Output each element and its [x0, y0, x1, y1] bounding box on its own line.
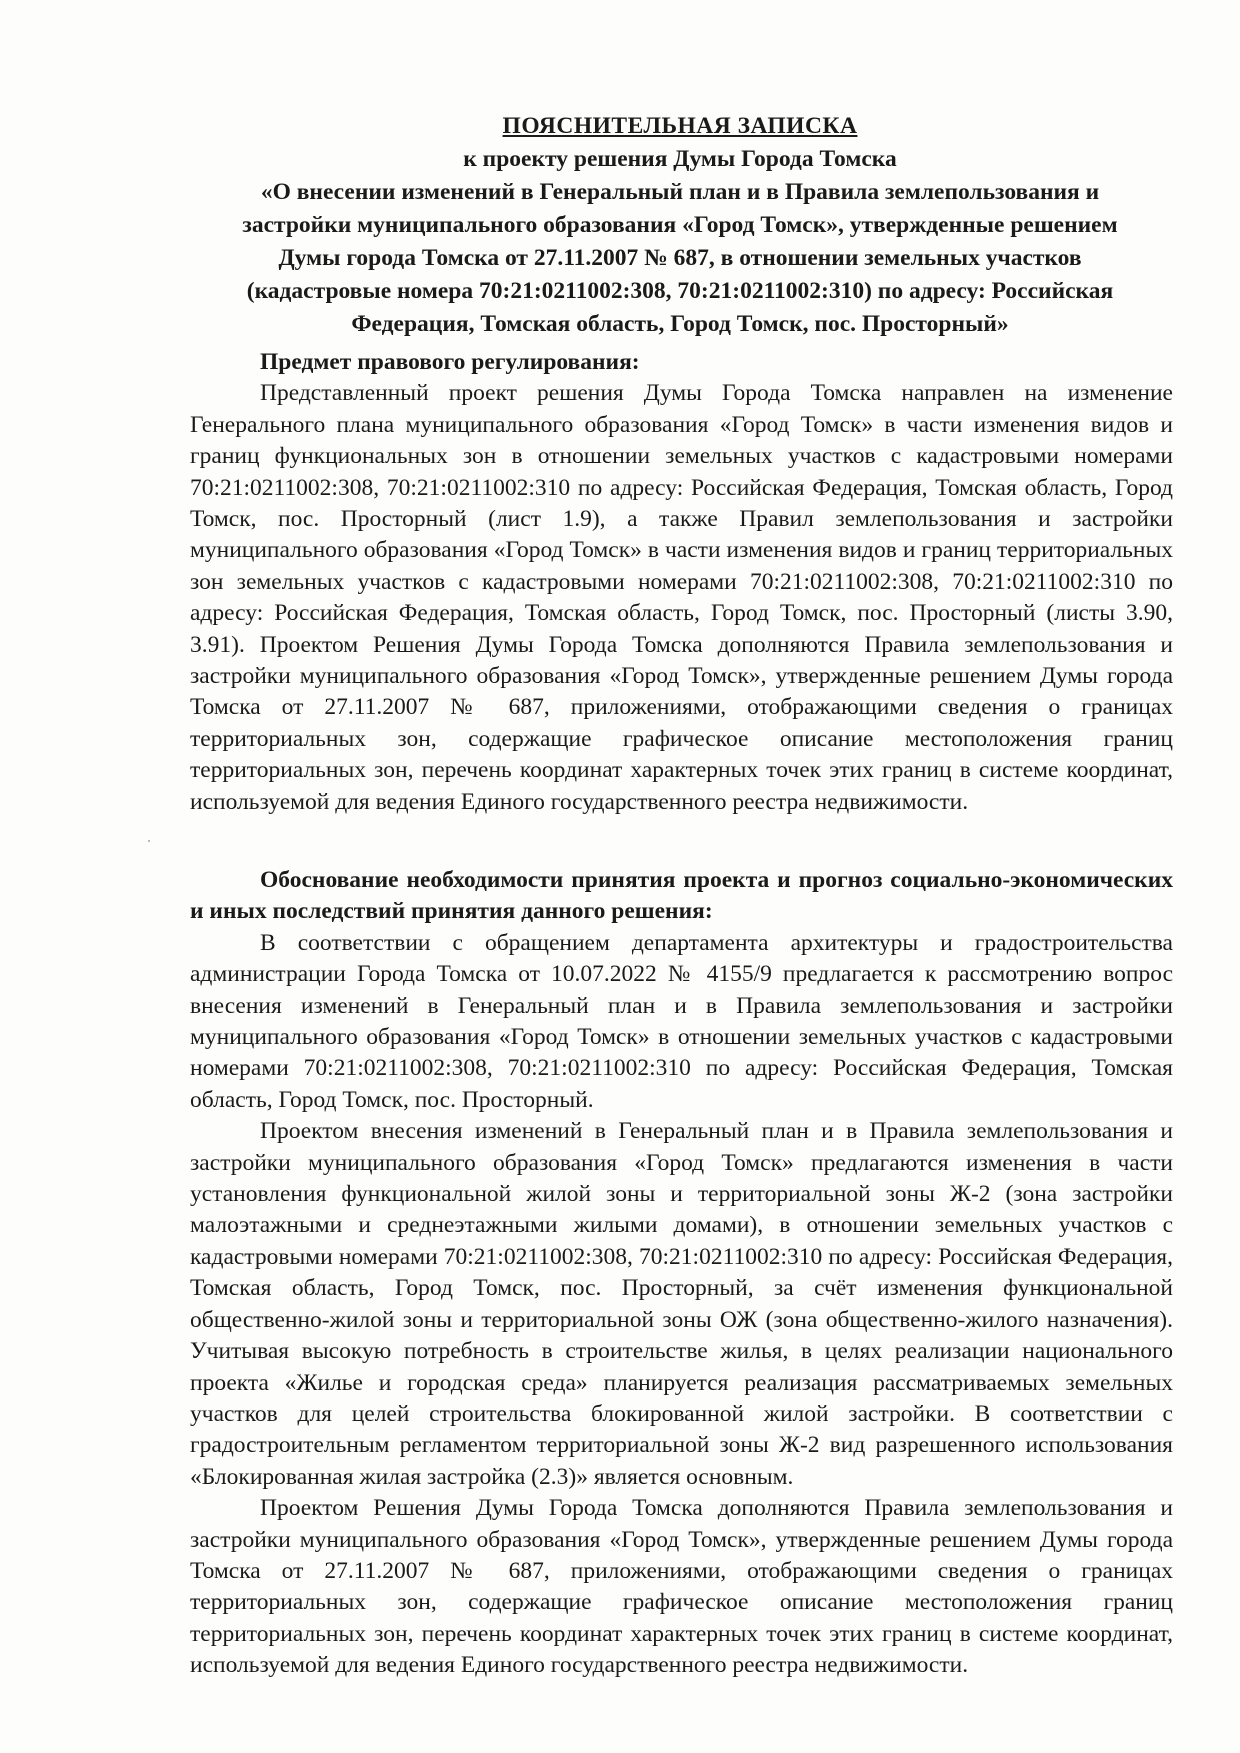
paragraph: Проектом Решения Думы Города Томска дополняются Правила землепользования и застройки муниципального образования «Город Томск», утвержденные решением Думы города Томска от 27.11.2007 № 687, приложениями, отображающими сведения о границах территориальных зон, содержащие графическое описание местоположения границ территориальных зон, перечень координат характерных точек этих границ в системе координат, используемой для ведения Единого государственного реестра недвижимости. [190, 1495, 1173, 1679]
paragraph: Представленный проект решения Думы Города Томска направлен на изменение Генерального плана муниципального образования «Город Томск» в части изменения видов и границ функциональных зон в отношении земельных участков с кадастровыми номерами 70:21:0211002:308, 70:21:0211002:310 по адресу: Российская Федерация, Томская область, Город Томск, пос. Просторный (лист 1.9), а также Правил землепользования и застройки муниципального образования «Город Томск» в части изменения видов и границ территориальных зон земельных участков с кадастровыми номерами 70:21:0211002:308, 70:21:0211002:310 по адресу: Российская Федерация, Томская область, Город Томск, пос. Просторный (листы 3.90, 3.91). Проектом Решения Думы Города Томска дополняются Правила землепользования и застройки муниципального образования «Город Томск», утвержденные решением Думы города Томска от 27.11.2007 № 687, приложениями, отображающими сведения о границах территориальных зон, содержащие графическое описание местоположения границ территориальных зон, перечень координат характерных точек этих границ в системе координат, используемой для ведения Единого государственного реестра недвижимости. [190, 380, 1173, 815]
section-heading [190, 865, 1173, 928]
paragraph: В соответствии с обращением департамента архитектуры и градостроительства администрации Города Томска от 10.07.2022 № 4155/9 предлагается к рассмотрению вопрос внесения изменений в Генеральный план и в Правила землепользования и застройки муниципального образования «Город Томск» в отношении земельных участков с кадастровыми номерами 70:21:0211002:308, 70:21:0211002:310 по адресу: Российская Федерация, Томская область, Город Томск, пос. Просторный. [190, 929, 1173, 1113]
header-line: «О внесении изменений в Генеральный план и в Правила землепользования и [260, 179, 1100, 205]
section-heading: Предмет правового регулирования: [260, 349, 640, 375]
header-line: к проекту решения Думы Города Томска [463, 146, 897, 172]
header-line: (кадастровые номера 70:21:0211002:308, 70:21:0211002:310) по адресу: Российская [246, 278, 1114, 304]
section-subject [190, 347, 1173, 818]
header-line: Думы города Томска от 27.11.2007 № 687, в отношении земельных участков [278, 245, 1082, 271]
paragraph: Проектом внесения изменений в Генеральный план и в Правила землепользования и застройки муниципального образования «Город Томск» предлагаются изменения в части установления функциональной жилой зоны и территориальной зоны Ж-2 (зона застройки малоэтажными и среднеэтажными жилыми домами), в отношении земельных участков с кадастровыми номерами 70:21:0211002:308, 70:21:0211002:310 по адресу: Российская Федерация, Томская область, Город Томск, пос. Просторный, за счёт изменения функциональной общественно-жилой зоны и территориальной зоны ОЖ (зона общественно-жилого назначения). Учитывая высокую потребность в строительстве жилья, в целях реализации национального проекта «Жилье и городская среда» планируется реализация рассматриваемых земельных участков для целей строительства блокированной жилой застройки. В соответствии с градостроительным регламентом территориальной зоны Ж-2 вид разрешенного использования «Блокированная жилая застройка (2.3)» является основным. [190, 1118, 1173, 1490]
header-line: застройки муниципального образования «Город Томск», утвержденные решением [242, 212, 1118, 238]
section-justification [190, 865, 1173, 1682]
document-title: ПОЯСНИТЕЛЬНАЯ ЗАПИСКА [502, 113, 858, 139]
scan-speck [148, 840, 150, 842]
section-heading-text: Обоснование необходимости принятия проекта и прогноз социально-экономических и иных последствий принятия данного решения: [190, 867, 1173, 925]
header-line: Федерация, Томская область, Город Томск, пос. Просторный» [351, 311, 1009, 337]
document-header [190, 110, 1170, 341]
